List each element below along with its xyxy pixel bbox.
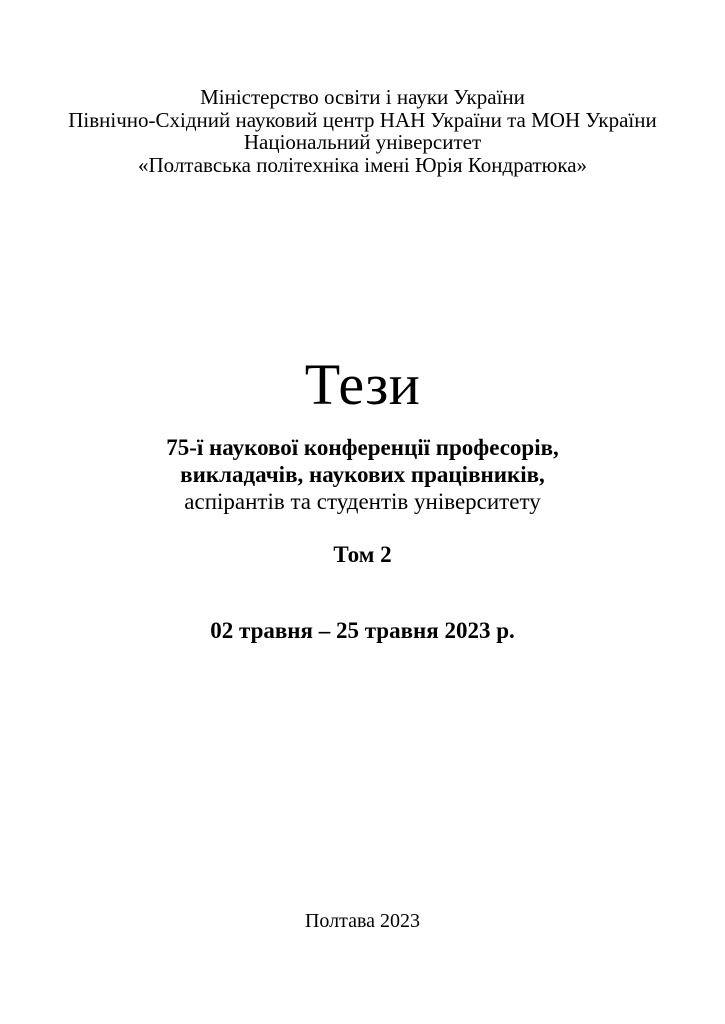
imprint-city-year: Полтава 2023 — [304, 910, 421, 932]
university-name-line: «Полтавська політехніка імені Юрія Кондратюка» — [137, 152, 588, 177]
university-type-line: Національний університет — [243, 130, 482, 154]
subtitle-block — [0, 434, 725, 515]
subtitle-line-3: аспірантів та студентів університету — [184, 489, 541, 514]
subtitle-line-2: викладачів, наукових працівників, — [180, 462, 545, 487]
subtitle-line-1: 75-ї наукової конференції професорів, — [166, 435, 559, 460]
volume-label: Том 2 — [333, 542, 392, 567]
science-center-line: Північно-Східний науковий центр НАН України та МОН України — [68, 107, 657, 132]
institution-header — [0, 86, 725, 176]
conference-date-range: 02 травня – 25 травня 2023 р. — [210, 618, 515, 643]
ministry-line: Міністерство освіти і науки України — [200, 85, 525, 109]
document-title: Тези — [304, 352, 421, 417]
